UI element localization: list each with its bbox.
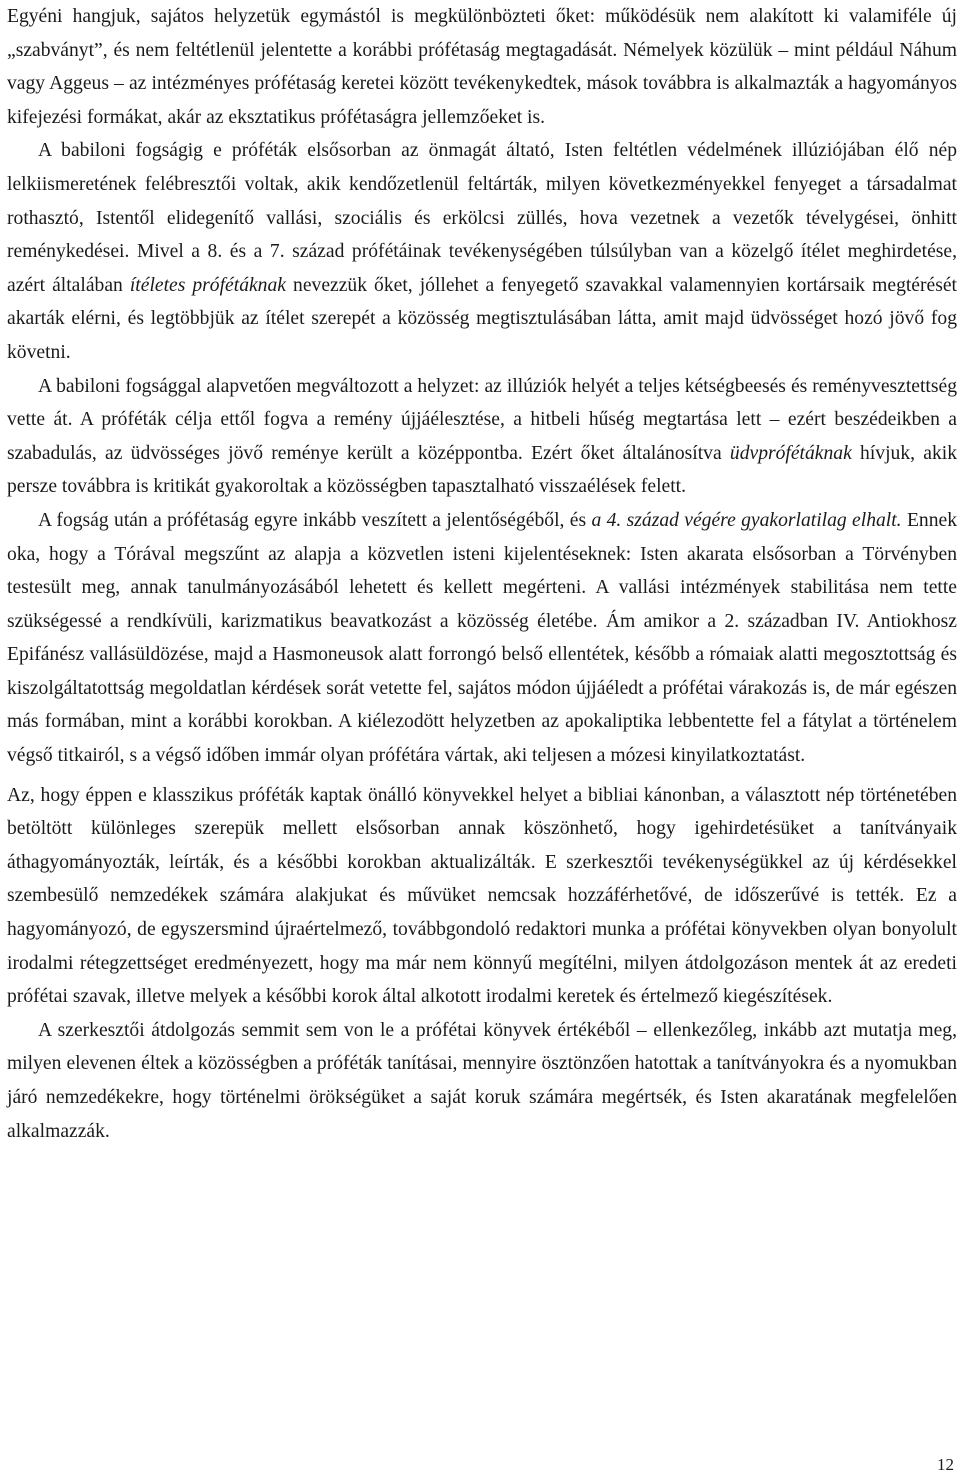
emphasis-negyedik-szazad: a 4. század végére gyakorlatilag elhalt.: [591, 509, 902, 531]
paragraph-4: A fogság után a prófétaság egyre inkább veszített a jelentőségéből, és a 4. század végére gyakorlatilag elhalt. Ennek oka, hogy a Tórával megszűnt az alapja a közvetlen isteni kijelentéseknek: Isten akarata elsősorban a Törvényben testesült meg, annak tanulmányozásából lehetett és kellett megérteni. A vallási intézmények stabilitása nem tette szükségessé a rendkívüli, karizmatikus beavatkozást a közösség életébe. Ám amikor a 2. században IV. Antiokhosz Epifánész vallásüldözése, majd a Hasmoneusok alatt forrongó belső ellentétek, később a rómaiak alatti megosztottság és kiszolgáltatottság megoldatlan kérdések sorát vetette fel, sajátos módon újjáéledt a prófétai várakozás is, de már egészen más formában, mint a korábbi korokban. A kiélezodött helyzetben az apokaliptika lebbentette fel a fátylat a történelem végső titkairól, s a végső időben immár olyan prófétára vártak, aki teljesen a mózesi kinyilatkoztatást.: [7, 509, 958, 767]
emphasis-udvprofetak: üdvprófétáknak: [729, 442, 852, 464]
paragraph-1: Egyéni hangjuk, sajátos helyzetük egymástól is megkülönbözteti őket: működésük nem alakított ki valamiféle új „szabványt”, és nem feltétlenül jelentette a korábbi prófétaság megtagadását. Némelyek közülük – mint például Náhum vagy Aggeus – az intézményes prófétaság keretei között tevékenykedtek, mások továbbra is alkalmazták a hagyományos kifejezési formákat, akár az eksztatikus prófétaságra jellemzőeket is.: [7, 6, 957, 128]
paragraph-2: A babiloni fogságig e próféták elsősorban az önmagát áltató, Isten feltétlen védelmének illúziójában élő nép lelkiismeretének felébresztői voltak, akik kendőzetlenül feltárták, milyen következményekkel fenyeget a társadalmat rothasztó, Istentől elidegenítő vallási, szociális és erkölcsi züllés, hova vezetnek a vezetők tévelygései, önhitt reménykedései. Mivel a 8. és a 7. század prófétáinak tevékenységében túlsúlyban van a közelgő ítélet meghirdetése, azért általában ítéletes prófétáknak nevezzük őket, jóllehet a fenyegető szavakkal valamennyien kortársaik megtérését akarták elérni, és legtöbbjük az ítélet szerepét a közösség megtisztulásában látta, amit majd üdvösséget hozó jövő fog követni.: [7, 140, 957, 363]
document-page: [7, 0, 957, 1148]
page-number: 12: [937, 1455, 954, 1474]
paragraph-6: A szerkesztői átdolgozás semmit sem von le a prófétai könyvek értékéből – ellenkezőleg, inkább azt mutatja meg, milyen elevenen éltek a közösségben a próféták tanításai, mennyire ösztönzően hatottak a tanítványokra és a nyomukban járó nemzedékekre, hogy történelmi örökségüket a saját koruk számára megértsék, és Isten akaratának megfelelően alkalmazzák.: [7, 1019, 957, 1142]
emphasis-iteletes-profetak: ítéletes prófétáknak: [129, 274, 286, 296]
paragraph-3: A babiloni fogsággal alapvetően megváltozott a helyzet: az illúziók helyét a teljes kétségbeesés és reményvesztettség vette át. A próféták célja ettől fogva a remény újjáélesztése, a hitbeli hűség megtartása lett – ezért beszédeikben a szabadulás, az üdvösséges jövő reménye került a középpontba. Ezért őket általánosítva üdvprófétáknak hívjuk, akik persze továbbra is kritikát gyakoroltak a közösségben tapasztalható visszaélések felett.: [7, 375, 957, 498]
paragraph-5: Az, hogy éppen e klasszikus próféták kaptak önálló könyvekkel helyet a bibliai kánonban, a választott nép történetében betöltött különleges szerepük mellett elsősorban annak köszönhető, hogy igehirdetésüket a tanítványaik áthagyományozták, leírták, és a későbbi korokban aktualizálták. E szerkesztői tevékenységükkel az új kérdésekkel szembesülő nemzedékek számára alakjukat és művüket nemcsak hozzáférhetővé, de időszerűvé is tették. Ez a hagyományozó, de egyszersmind újraértelmező, továbbgondoló redaktori munka a prófétai könyvekben olyan bonyolult irodalmi rétegzettséget eredményezett, hogy ma már nem könnyű megítélni, milyen átdolgozáson mentek át az eredeti prófétai szavak, illetve melyek a későbbi korok által alkotott irodalmi keretek és értelmező kiegészítések.: [7, 784, 957, 1008]
